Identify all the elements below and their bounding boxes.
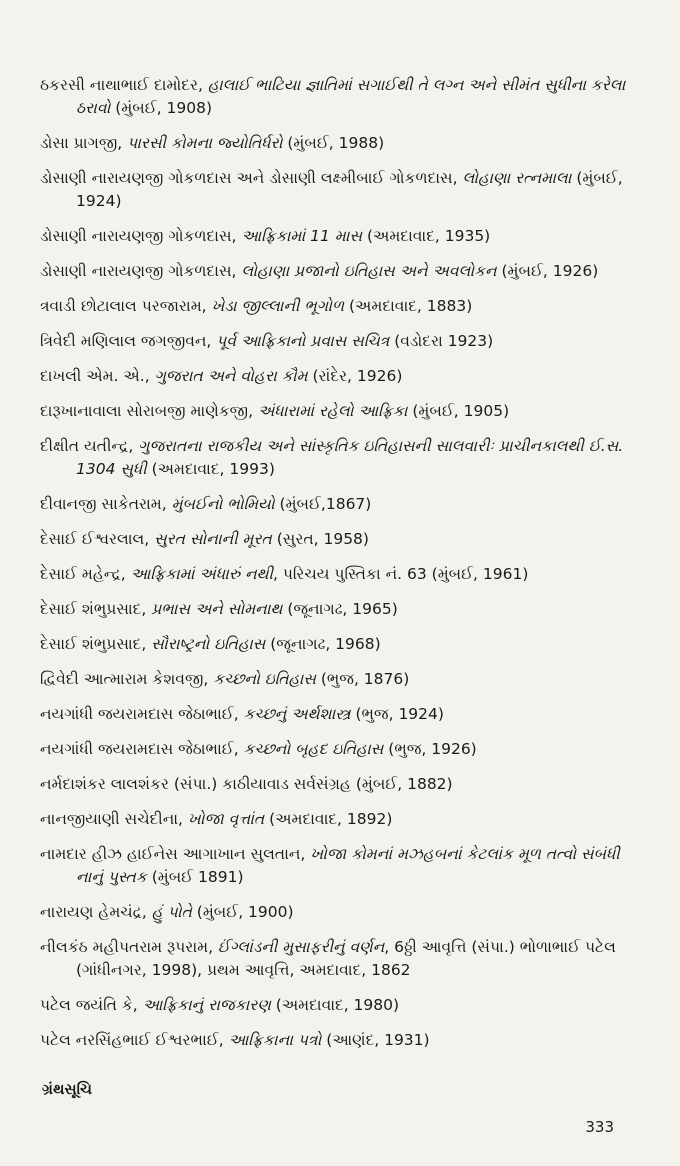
list-item: દીવાનજી સાકેતરામ, મુંબઈનો ભોમિયો (મુંબઈ,1867): [40, 495, 372, 513]
list-item: નયગાંધી જયરામદાસ જેઠાભાઈ, કચ્છનો બૃહદ ઇતિહાસ (ભુજ, 1926): [40, 740, 477, 758]
list-item: નામદાર હીઝ હાઈનેસ આગાખાન સુલતાન, ખોજા કોમનાં મઝહબનાં કેટલાંક મૂળ તત્વો સંબંધી નાનું પુસ્તક (મુંબઈ 1891): [40, 845, 620, 886]
list-item: દીક્ષીત યતીન્દ્ર, ગુજરાતના રાજકીય અને સાંસ્કૃતિક ઇતિહાસની સાલવારીઃ પ્રાચીનકાલથી ઈ.સ. 1304 સુધી (અમદાવાદ, 1993): [40, 437, 624, 478]
list-item: ત્રવાડી છોટાલાલ પરજારામ, ખેડા જીલ્લાની ભૂગોળ (અમદાવાદ, 1883): [40, 297, 473, 315]
list-item: પટેલ નરસિંહભાઈ ઈશ્વરભાઈ, આફ્રિકાના પત્રો (આણંદ, 1931): [40, 1031, 430, 1049]
list-item: દાખલી એમ. એ., ગુજરાત અને વોહરા કૌમ (રાંદેર, 1926): [40, 367, 403, 385]
list-item: દ્વિવેદી આત્મારામ કેશવજી, કચ્છનો ઇતિહાસ (ભુજ, 1876): [40, 670, 410, 688]
list-item: નારાયણ હેમચંદ્ર, હું પોતે (મુંબઈ, 1900): [40, 903, 294, 921]
list-item: નીલકંઠ મહીપતરામ રૂપરામ, ઈંગ્લાંડની મુસાફરીનું વર્ણન, 6ઠ્ઠી આવૃત્તિ (સંપા.) ભોળાભાઈ પટેલ (ગાંધીનગર, 1998), પ્રથમ આવૃત્તિ, અમદાવાદ, 1862: [40, 938, 616, 979]
list-item: ડોસાણી નારાયણજી ગોકળદાસ અને ડોસાણી લક્ષ્મીબાઈ ગોકળદાસ, લોહાણા રત્નમાલા (મુંબઈ, 1924): [40, 169, 623, 210]
list-item: ઠકરસી નાથાભાઈ દામોદર, હાલાઈ ભાટિયા જ્ઞાતિમાં સગાઈથી તે લગ્ન અને સીમંત સુધીના કરેલા ઠરાવો (મુંબઈ, 1908): [40, 76, 626, 117]
list-item: ડોસાણી નારાયણજી ગોકળદાસ, લોહાણા પ્રજાનો ઇતિહાસ અને અવલોકન (મુંબઈ, 1926): [40, 262, 599, 280]
list-item: દારૂખાનાવાલા સોરાબજી માણેકજી, અંધારામાં રહેલો આફ્રિકા (મુંબઈ, 1905): [40, 402, 510, 420]
list-item: દેસાઈ શંભુપ્રસાદ, પ્રભાસ અને સોમનાથ (જૂનાગઢ, 1965): [40, 600, 398, 618]
list-item: નાનજીયાણી સચેદીના, ખોજા વૃત્તાંત (અમદાવાદ, 1892): [40, 810, 393, 828]
list-item: દેસાઈ મહેન્દ્ર, આફ્રિકામાં અંધારું નથી, પરિચય પુસ્તિકા નં. 63 (મુંબઈ, 1961): [40, 565, 529, 583]
list-item: નર્મદાશંકર લાલશંકર (સંપા.) કાઠીયાવાડ સર્વસંગ્રહ (મુંબઈ, 1882): [40, 775, 453, 793]
list-item: ડોસાણી નારાયણજી ગોકળદાસ, આફ્રિકામાં 11 માસ (અમદાવાદ, 1935): [40, 227, 491, 245]
list-item: દેસાઈ શંભુપ્રસાદ, સૌરાષ્ટ્રનો ઇતિહાસ (જૂનાગઢ, 1968): [40, 635, 381, 653]
bibliography-list: [40, 74, 640, 1064]
running-footer-title: ગ્રંથસૂચિ: [42, 1080, 92, 1098]
list-item: નયગાંધી જયરામદાસ જેઠાભાઈ, કચ્છનું અર્થશાસ્ત્ર (ભુજ, 1924): [40, 705, 444, 723]
list-item: પટેલ જયંતિ કે, આફ્રિકાનું રાજકારણ (અમદાવાદ, 1980): [40, 996, 400, 1014]
list-item: ત્રિવેદી મણિલાલ જગજીવન, પૂર્વ આફ્રિકાનો પ્રવાસ સચિત્ર (વડોદરા 1923): [40, 332, 494, 350]
list-item: દેસાઈ ઈશ્વરલાલ, સુરત સોનાની મૂરત (સુરત, 1958): [40, 530, 369, 548]
list-item: ડોસા પ્રાગજી, પારસી કોમના જ્યોતિર્ધરો (મુંબઈ, 1988): [40, 134, 385, 152]
page-number: 333: [585, 1118, 614, 1136]
